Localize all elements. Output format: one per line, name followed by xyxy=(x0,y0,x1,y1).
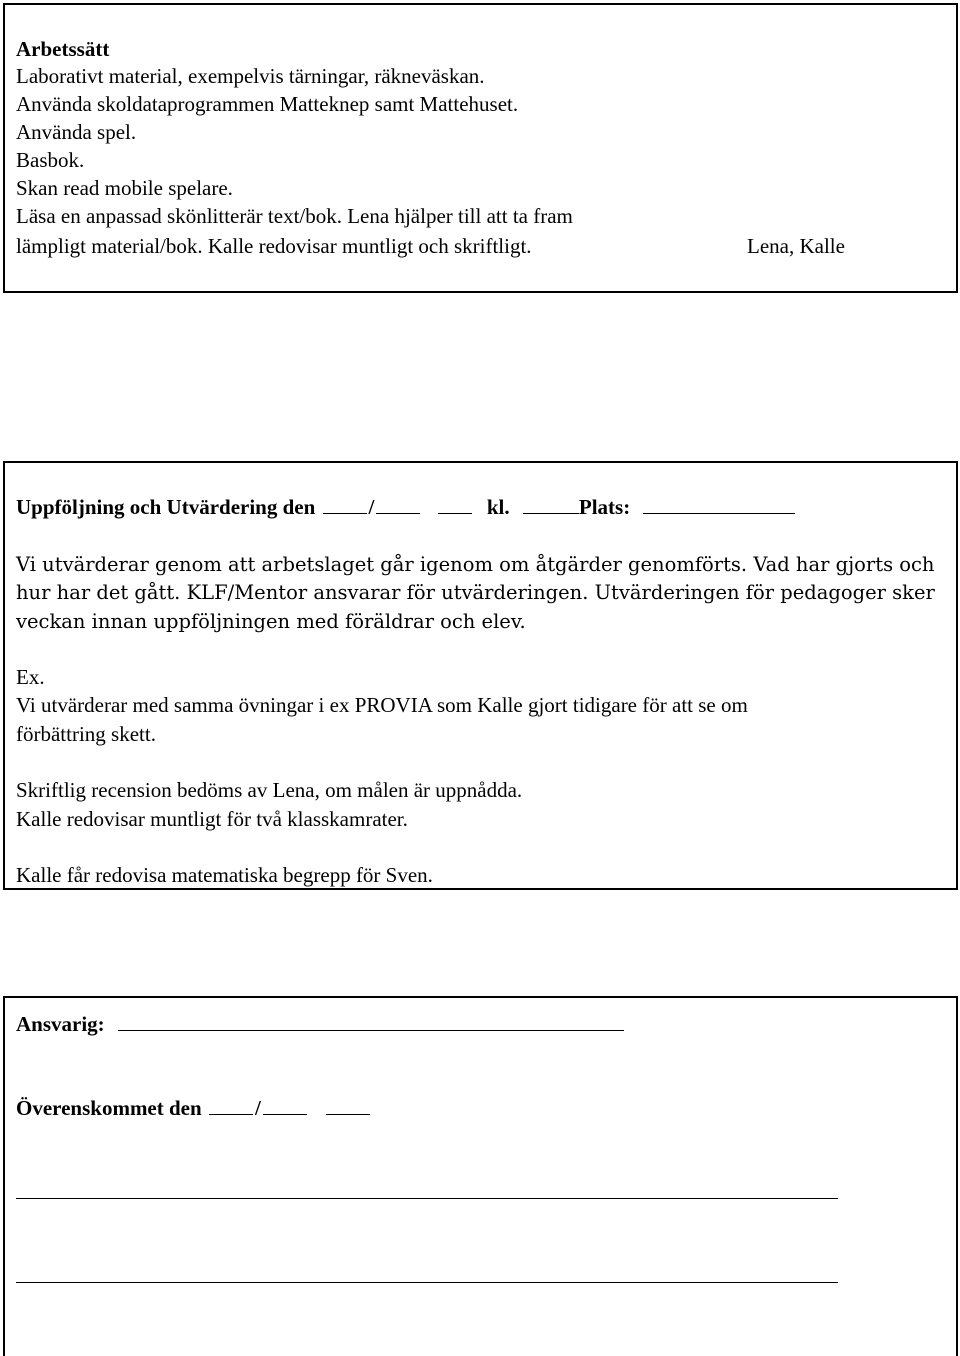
responsible-blank[interactable] xyxy=(118,1009,624,1031)
time-blank[interactable] xyxy=(523,492,579,514)
evaluation-heading-row xyxy=(16,492,797,522)
methods-line: Skan read mobile spelare. xyxy=(16,176,233,200)
date-month-blank[interactable] xyxy=(376,492,420,514)
signature-line-2[interactable] xyxy=(16,1282,838,1283)
responsible-label: Ansvarig: xyxy=(16,1012,105,1036)
agreed-month-blank[interactable] xyxy=(263,1093,307,1115)
review-line: Kalle redovisar muntligt för två klasskamrater. xyxy=(16,807,408,831)
date-day-blank[interactable] xyxy=(323,492,367,514)
example-line: förbättring skett. xyxy=(16,722,156,746)
methods-line: Använda spel. xyxy=(16,120,137,144)
signature-box xyxy=(3,996,958,1356)
agreed-label: Överenskommet den xyxy=(16,1096,202,1120)
methods-responsible: Lena, Kalle xyxy=(747,234,845,258)
methods-line: Använda skoldataprogrammen Matteknep samt Mattehuset. xyxy=(16,92,519,116)
evaluation-paragraph-line: hur har det gått. KLF/Mentor ansvarar för utvärderingen. Utvärderingen för pedagoger sker xyxy=(16,581,935,604)
example-line: Vi utvärderar med samma övningar i ex PROVIA som Kalle gjort tidigare för att se om xyxy=(16,693,748,717)
agreed-row xyxy=(16,1093,372,1123)
agreed-year-blank[interactable] xyxy=(326,1093,370,1115)
date-year-blank[interactable] xyxy=(438,492,472,514)
final-line: Kalle får redovisa matematiska begrepp för Sven. xyxy=(16,863,433,887)
time-label: kl. xyxy=(486,495,510,519)
signature-line-1[interactable] xyxy=(16,1198,838,1199)
methods-line: Basbok. xyxy=(16,148,85,172)
evaluation-paragraph-line: veckan innan uppföljningen med föräldrar och elev. xyxy=(16,610,526,633)
date-slash: / xyxy=(368,495,375,519)
example-label: Ex. xyxy=(16,665,45,689)
evaluation-heading: Uppföljning och Utvärdering den xyxy=(16,495,316,519)
agreed-slash: / xyxy=(254,1096,261,1120)
review-line: Skriftlig recension bedöms av Lena, om målen är uppnådda. xyxy=(16,778,523,802)
responsible-row xyxy=(16,1009,626,1039)
evaluation-paragraph-line: Vi utvärderar genom att arbetslaget går igenom om åtgärder genomförts. Vad har gjorts och xyxy=(16,553,935,576)
agreed-day-blank[interactable] xyxy=(209,1093,253,1115)
methods-line: Laborativt material, exempelvis tärningar, räkneväskan. xyxy=(16,64,485,88)
methods-line: Läsa en anpassad skönlitterär text/bok. Lena hjälper till att ta fram xyxy=(16,204,573,228)
methods-heading: Arbetssätt xyxy=(16,37,110,61)
methods-line: lämpligt material/bok. Kalle redovisar muntligt och skriftligt. xyxy=(16,234,532,258)
place-label: Plats: xyxy=(578,495,631,519)
place-blank[interactable] xyxy=(643,492,795,514)
